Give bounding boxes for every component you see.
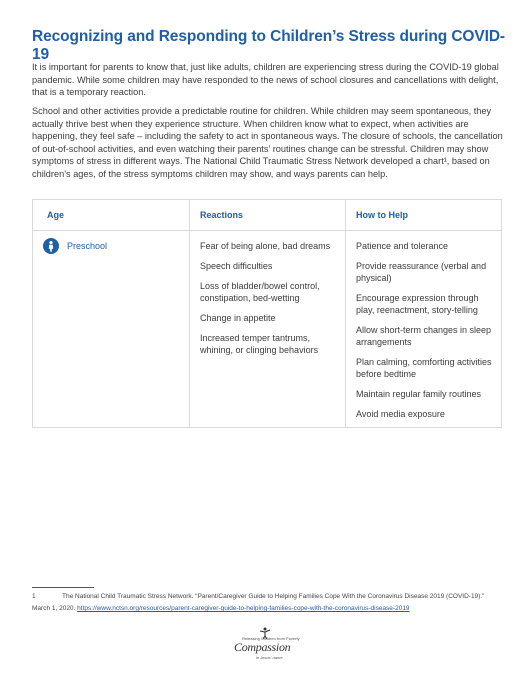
header-how-to-help: How to Help [356, 210, 408, 220]
reaction-item: Increased temper tantrums, whining, or clinging behaviors [200, 333, 319, 355]
stress-symptoms-table [32, 199, 502, 428]
intro-paragraph: It is important for parents to know that, just like adults, children are experiencing stress during the COVID-19 global pandemic. While some children may have responded to the news of school closures and cancellations with delight, that is a temporary reaction. [32, 62, 499, 98]
reactions-list [200, 240, 338, 364]
help-item: Maintain regular family routines [356, 389, 482, 399]
help-item: Avoid media exposure [356, 409, 445, 419]
logo-wordmark: Compassion [234, 640, 291, 654]
reaction-item: Change in appetite [200, 313, 276, 323]
reaction-item: Loss of bladder/bowel control, constipation, bed-wetting [200, 281, 320, 303]
footnote [32, 569, 502, 615]
help-item: Provide reassurance (verbal and physical) [356, 261, 487, 283]
help-item: Patience and tolerance [356, 241, 449, 251]
routine-paragraph: School and other activities provide a predictable routine for children. While children may seem spontaneous, they actually thrive best when they experience structure. When children know what to expect, when activities are happening, they feel safe – including the safety to act in spontaneous ways. The closure of schools, the cancellation of out-of-school activities, and even watching their parents’ routines change can be stressful. Children may show symptoms of stress in different ways. The National Child Traumatic Stress Network developed a chart¹, based on children’s ages, of the stress symptoms children may show, and ways parents can help. [32, 106, 503, 179]
column-divider [189, 200, 190, 427]
footnote-link[interactable]: https://www.nctsn.org/resources/parent-caregiver-guide-to-helping-families-cope-with-the-coronavirus-disease-2019 [77, 605, 410, 612]
child-icon [43, 238, 59, 254]
help-item: Allow short-term changes in sleep arrangements [356, 325, 492, 347]
table-header [33, 200, 501, 231]
page-title: Recognizing and Responding to Children’s Stress during COVID-19 [32, 28, 505, 63]
footnote-number: 1 [32, 593, 36, 600]
reaction-item: Speech difficulties [200, 261, 273, 271]
logo-tagline: Releasing Children from Poverty [242, 636, 300, 641]
header-reactions: Reactions [200, 210, 244, 220]
logo-subline: in Jesus' name [256, 655, 283, 660]
help-item: Encourage expression through play, reenactment, story-telling [356, 293, 479, 315]
age-label: Preschool [67, 241, 108, 251]
reaction-item: Fear of being alone, bad dreams [200, 241, 331, 251]
column-divider [345, 200, 346, 427]
footnote-text: The National Child Traumatic Stress Network. “Parent/Caregiver Guide to Helping Families Cope With the Coronavirus Disease 2019 (COVID-19).” March 1, 2020. [32, 593, 485, 612]
header-age: Age [47, 210, 65, 220]
compassion-logo [232, 633, 300, 663]
help-list [356, 240, 494, 428]
help-item: Plan calming, comforting activities before bedtime [356, 357, 492, 379]
